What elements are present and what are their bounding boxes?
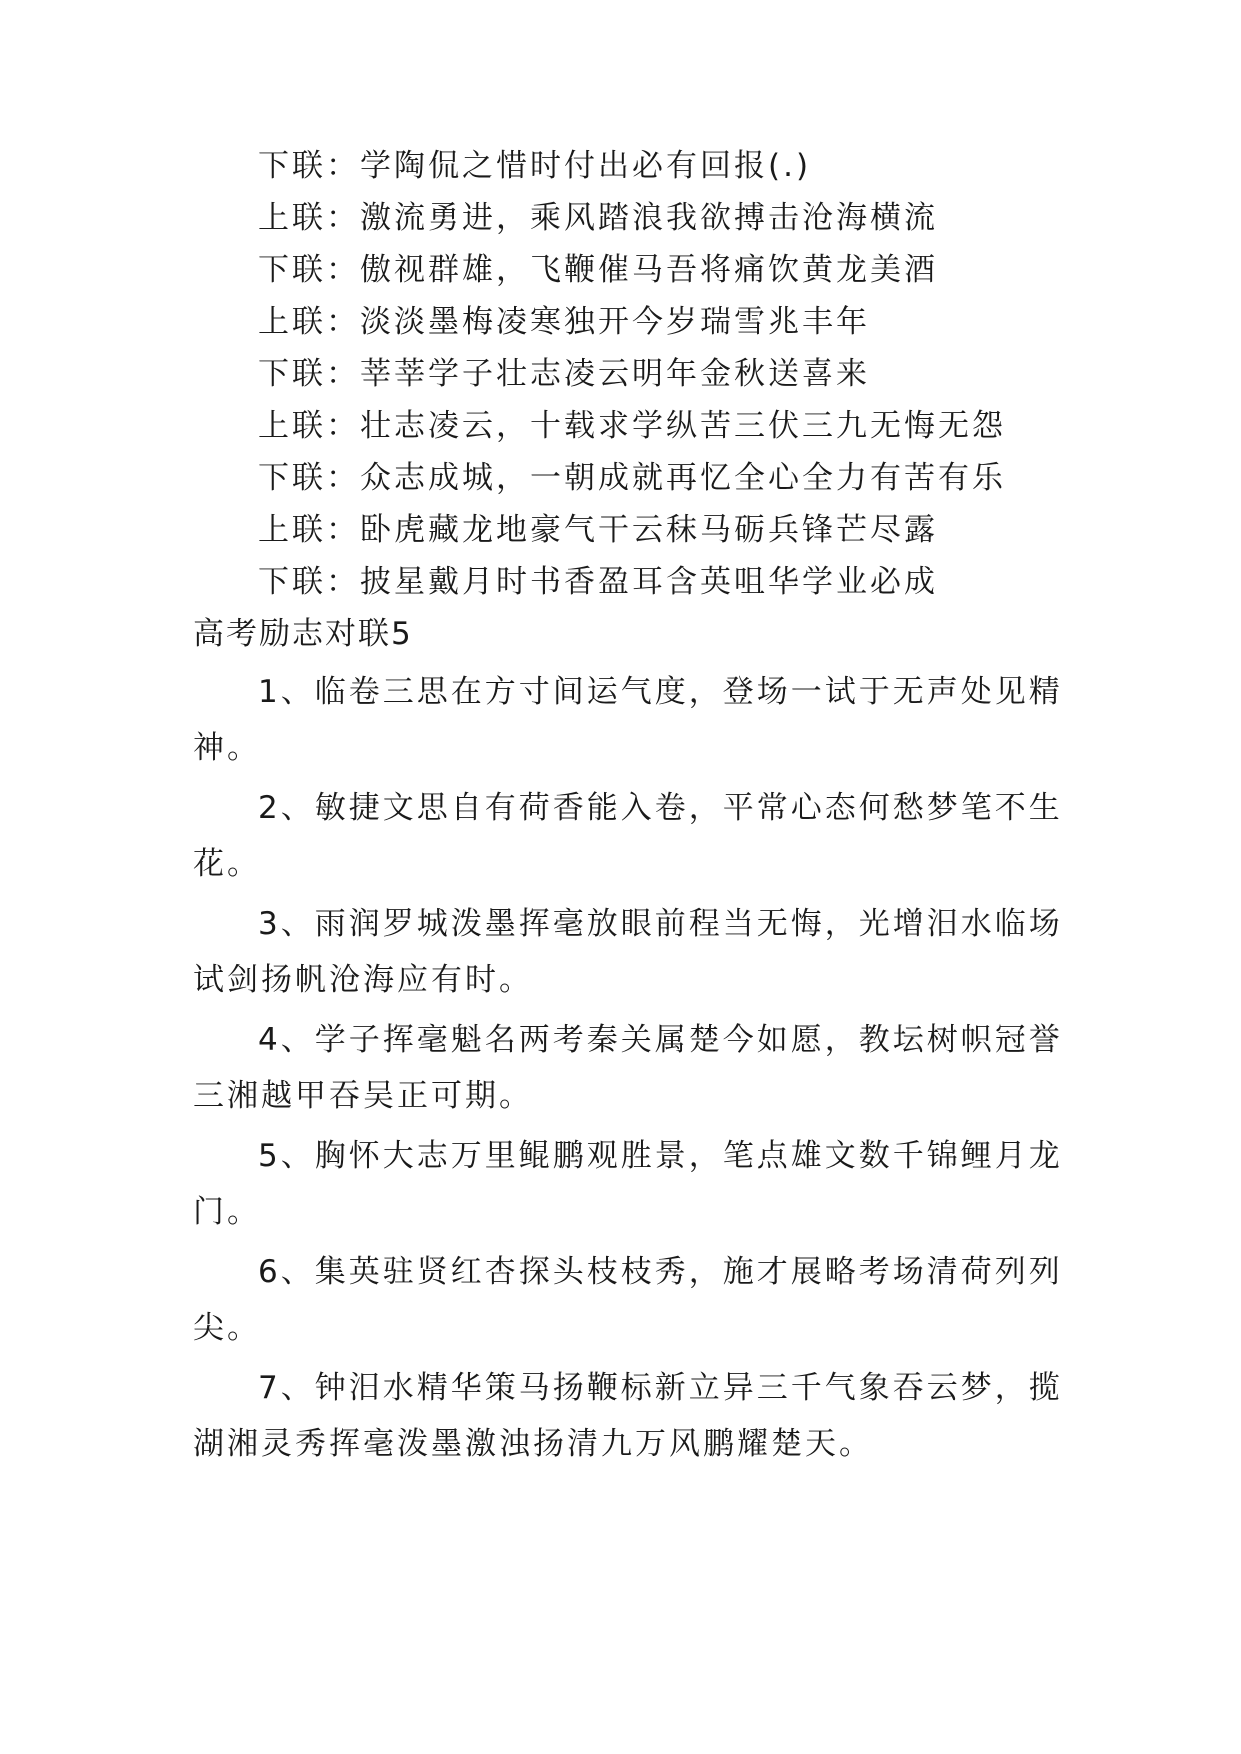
couplet-line: 下联：学陶侃之惜时付出必有回报(.) [258, 148, 812, 184]
list-item-line2: 试剑扬帆沧海应有时。 [193, 962, 533, 998]
list-item-line1: 7、钟汨水精华策马扬鞭标新立异三千气象吞云梦，揽 [258, 1370, 1063, 1406]
list-item-line2: 湖湘灵秀挥毫泼墨激浊扬清九万风鹏耀楚天。 [193, 1426, 873, 1462]
list-item-line1: 4、学子挥毫魁名两考秦关属楚今如愿，教坛树帜冠誉 [258, 1022, 1063, 1058]
couplet-line: 上联：壮志凌云，十载求学纵苦三伏三九无悔无怨 [258, 408, 1006, 444]
list-item-line2: 花。 [193, 846, 261, 882]
couplet-line: 上联：淡淡墨梅凌寒独开今岁瑞雪兆丰年 [258, 304, 870, 340]
list-item-line2: 三湘越甲吞吴正可期。 [193, 1078, 533, 1114]
couplet-line: 下联：众志成城，一朝成就再忆全心全力有苦有乐 [258, 460, 1006, 496]
couplet-line: 下联：莘莘学子壮志凌云明年金秋送喜来 [258, 356, 870, 392]
couplet-line: 上联：激流勇进，乘风踏浪我欲搏击沧海横流 [258, 200, 938, 236]
couplet-line: 上联：卧虎藏龙地豪气干云秣马砺兵锋芒尽露 [258, 512, 938, 548]
list-item-line1: 2、敏捷文思自有荷香能入卷，平常心态何愁梦笔不生 [258, 790, 1063, 826]
list-item-line2: 门。 [193, 1194, 261, 1230]
list-item-line1: 3、雨润罗城泼墨挥毫放眼前程当无悔，光增汨水临场 [258, 906, 1063, 942]
list-item-line2: 神。 [193, 730, 261, 766]
section-title: 高考励志对联5 [193, 616, 413, 652]
list-item-line1: 6、集英驻贤红杏探头枝枝秀，施才展略考场清荷列列 [258, 1254, 1063, 1290]
list-item-line2: 尖。 [193, 1310, 261, 1346]
list-item-line1: 5、胸怀大志万里鲲鹏观胜景，笔点雄文数千锦鲤月龙 [258, 1138, 1063, 1174]
list-item-line1: 1、临卷三思在方寸间运气度，登场一试于无声处见精 [258, 674, 1063, 710]
couplet-line: 下联：披星戴月时书香盈耳含英咀华学业必成 [258, 564, 938, 600]
couplet-line: 下联：傲视群雄，飞鞭催马吾将痛饮黄龙美酒 [258, 252, 938, 288]
